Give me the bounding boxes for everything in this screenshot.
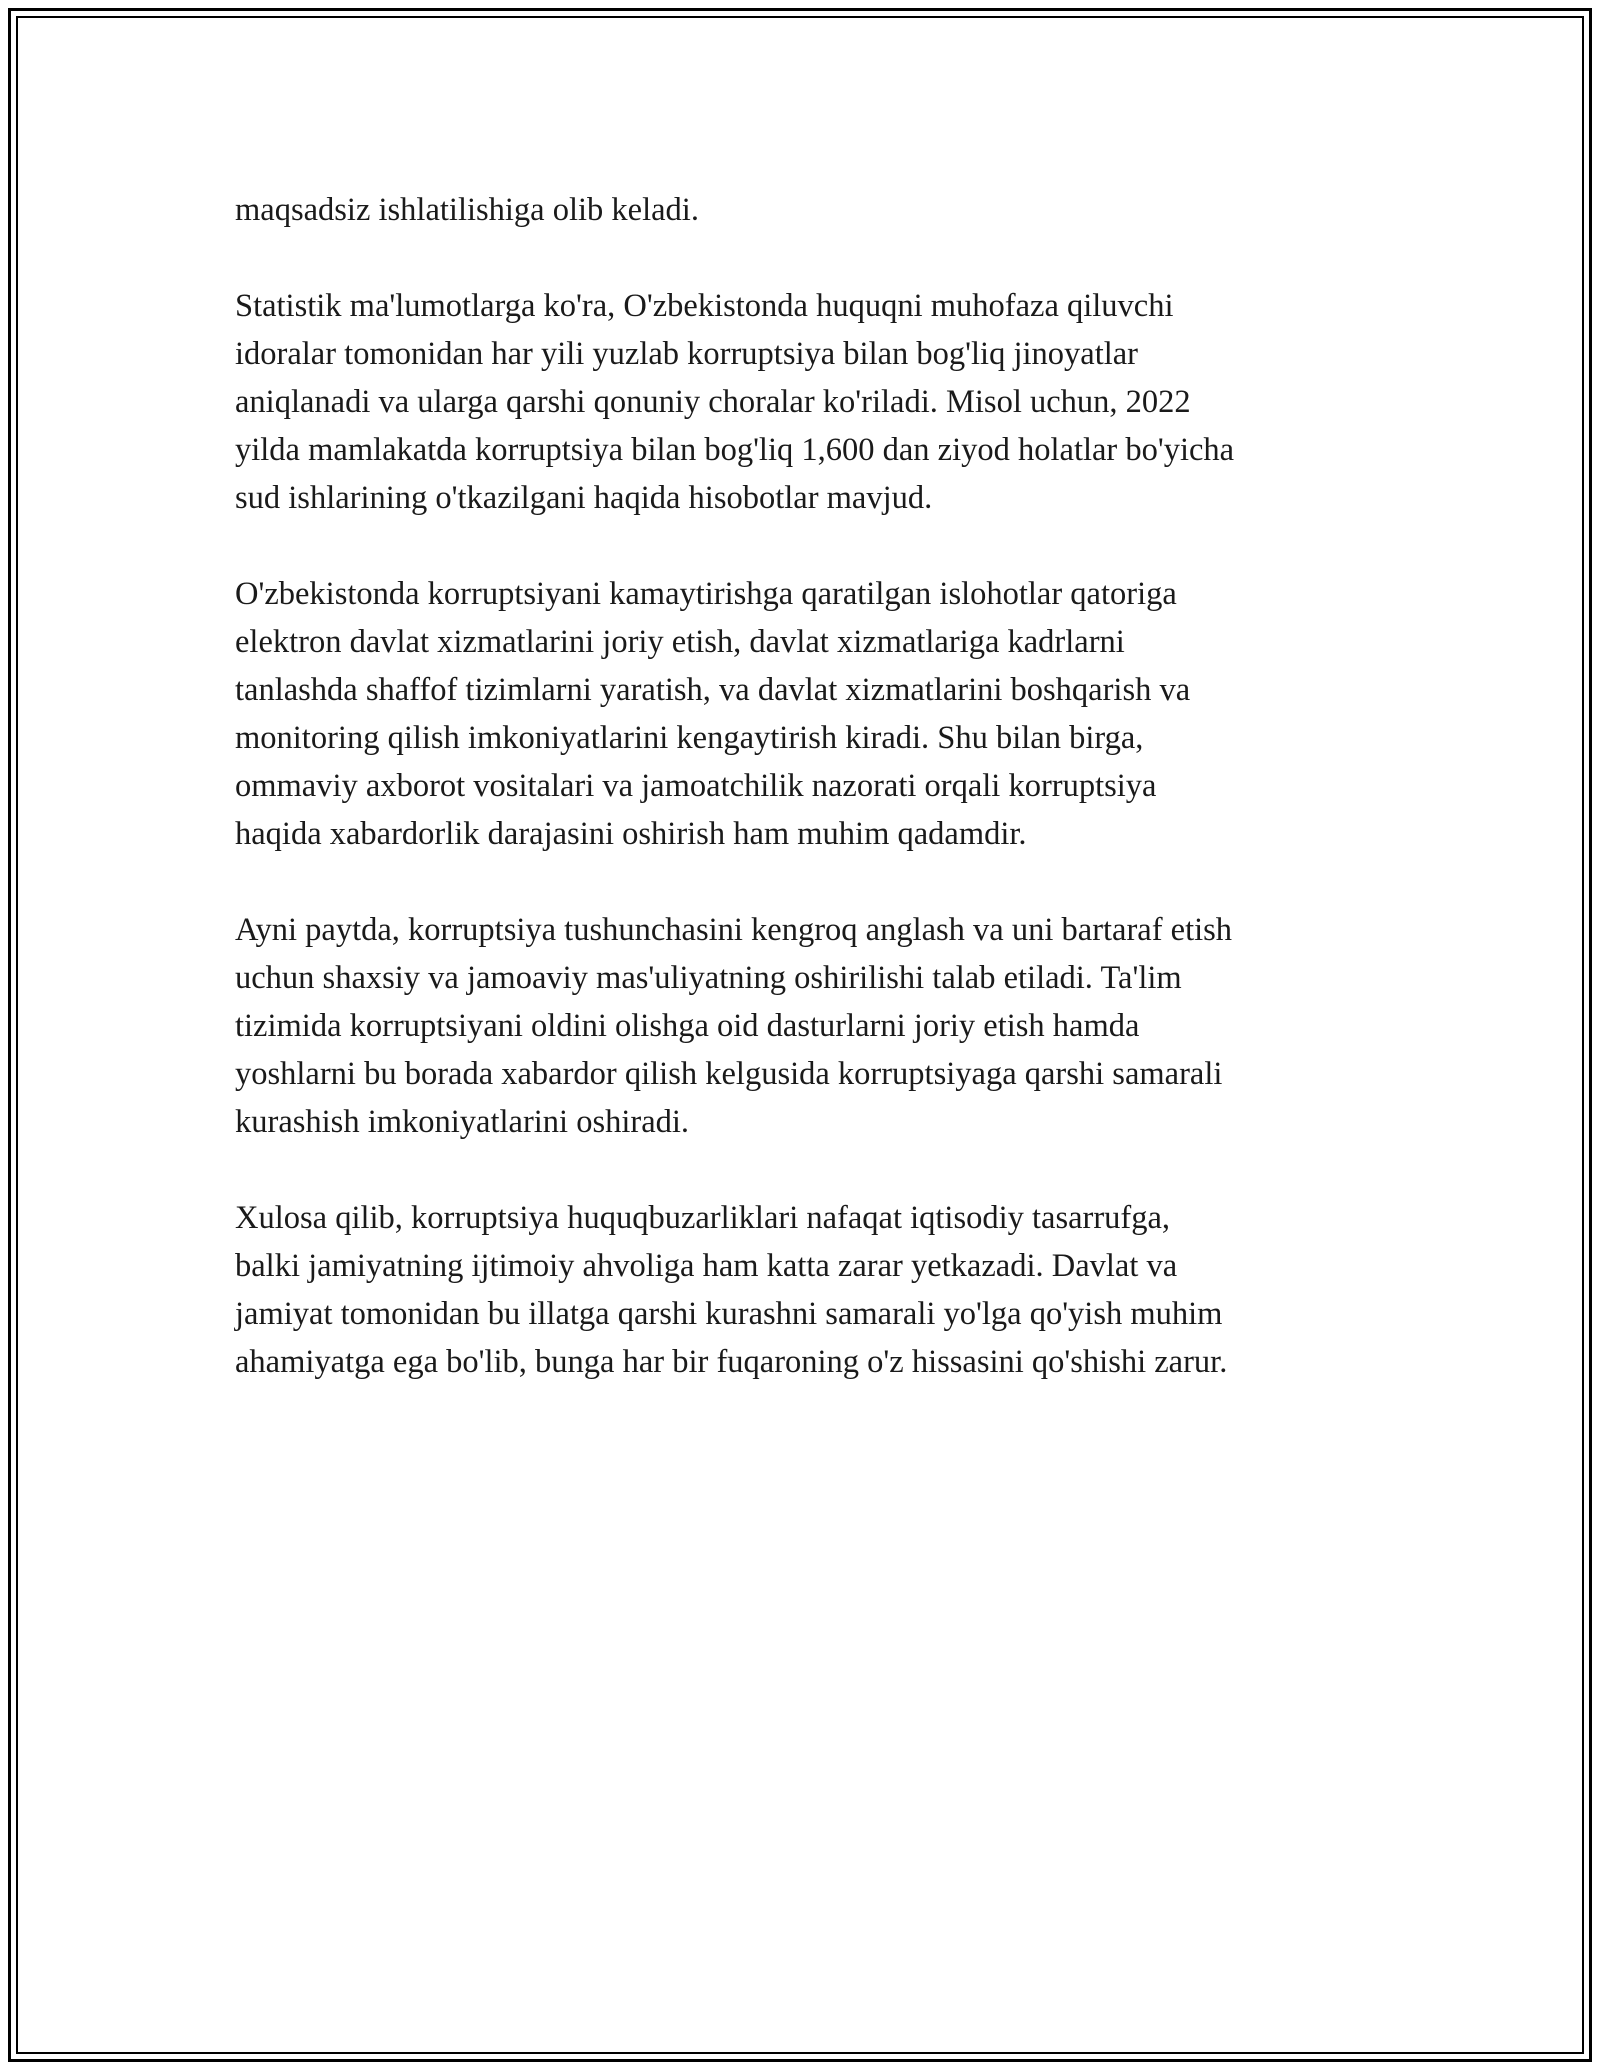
paragraph-reforms xyxy=(235,570,1385,858)
text-line: haqida xabardorlik darajasini oshirish ham muhim qadamdir. xyxy=(235,816,1027,852)
text-line: kurashish imkoniyatlarini oshiradi. xyxy=(235,1104,690,1140)
text-line: Statistik ma'lumotlarga ko'ra, O'zbekistonda huquqni muhofaza qiluvchi xyxy=(235,288,1174,324)
paragraph-statistics xyxy=(235,282,1385,522)
text-line: uchun shaxsiy va jamoaviy mas'uliyatning oshirilishi talab etiladi. Ta'lim xyxy=(235,960,1182,996)
paragraph-continuation xyxy=(235,186,1385,234)
text-line: jamiyat tomonidan bu illatga qarshi kurashni samarali yo'lga qo'yish muhim xyxy=(235,1296,1223,1332)
text-line: Xulosa qilib, korruptsiya huquqbuzarliklari nafaqat iqtisodiy tasarrufga, xyxy=(235,1200,1171,1236)
text-line: O'zbekistonda korruptsiyani kamaytirishga qaratilgan islohotlar qatoriga xyxy=(235,576,1177,612)
text-line: tizimida korruptsiyani oldini olishga oid dasturlarni joriy etish hamda xyxy=(235,1008,1140,1044)
paragraph-responsibility xyxy=(235,906,1385,1146)
text-line: ahamiyatga ega bo'lib, bunga har bir fuqaroning o'z hissasini qo'shishi zarur. xyxy=(235,1344,1228,1380)
text-line: yilda mamlakatda korruptsiya bilan bog'liq 1,600 dan ziyod holatlar bo'yicha xyxy=(235,432,1235,468)
paragraph-conclusion xyxy=(235,1194,1385,1386)
text-line: ommaviy axborot vositalari va jamoatchilik nazorati orqali korruptsiya xyxy=(235,768,1157,804)
text-line: aniqlanadi va ularga qarshi qonuniy choralar ko'riladi. Misol uchun, 2022 xyxy=(235,384,1191,420)
text-line: Ayni paytda, korruptsiya tushunchasini kengroq anglash va uni bartaraf etish xyxy=(235,912,1233,948)
text-line: elektron davlat xizmatlarini joriy etish, davlat xizmatlariga kadrlarni xyxy=(235,624,1125,660)
text-line: yoshlarni bu borada xabardor qilish kelgusida korruptsiyaga qarshi samarali xyxy=(235,1056,1223,1092)
text-line: sud ishlarining o'tkazilgani haqida hisobotlar mavjud. xyxy=(235,480,933,516)
document-body xyxy=(235,186,1385,1434)
text-line: maqsadsiz ishlatilishiga olib keladi. xyxy=(235,192,699,228)
text-line: monitoring qilish imkoniyatlarini kengaytirish kiradi. Shu bilan birga, xyxy=(235,720,1144,756)
text-line: balki jamiyatning ijtimoiy ahvoliga ham katta zarar yetkazadi. Davlat va xyxy=(235,1248,1178,1284)
text-line: tanlashda shaffof tizimlarni yaratish, va davlat xizmatlarini boshqarish va xyxy=(235,672,1191,708)
text-line: idoralar tomonidan har yili yuzlab korruptsiya bilan bog'liq jinoyatlar xyxy=(235,336,1139,372)
